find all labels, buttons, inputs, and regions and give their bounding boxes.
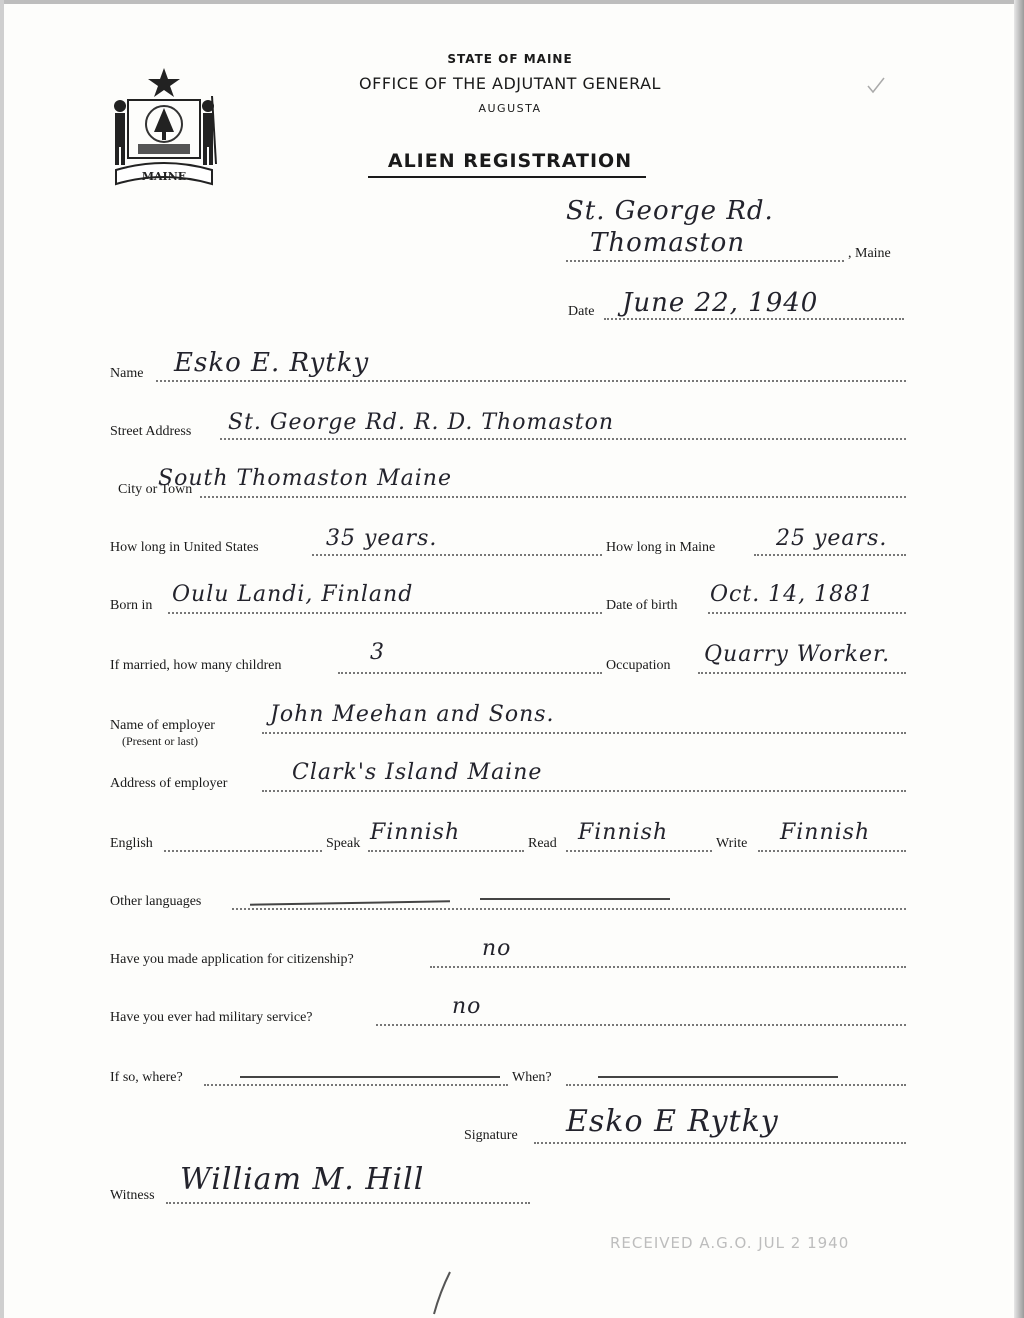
name-label: Name (110, 366, 144, 381)
date-of-birth-dotted-line (708, 612, 906, 614)
scan-edge-top (0, 0, 1024, 4)
citizenship-value-handwritten: no (482, 936, 512, 961)
years-us-dotted-line (312, 554, 602, 556)
date-of-birth-value-handwritten: Oct. 14, 1881 (710, 582, 875, 607)
signature-value-handwritten: Esko E Rytky (566, 1104, 779, 1139)
employer-value-handwritten: John Meehan and Sons. (270, 702, 555, 727)
city-value-handwritten: South Thomaston Maine (158, 466, 452, 491)
where-dash-mark (240, 1076, 500, 1078)
children-label: If married, how many children (110, 658, 282, 673)
citizenship-label: Have you made application for citizenship? (110, 952, 354, 967)
children-value-handwritten: 3 (370, 640, 385, 665)
other-languages-dash-mark-2 (480, 898, 670, 900)
years-us-label: How long in United States (110, 540, 259, 555)
employer-address-value-handwritten: Clark's Island Maine (292, 760, 543, 785)
date-value-handwritten: June 22, 1940 (622, 288, 819, 318)
title-underline (368, 176, 646, 178)
military-label: Have you ever had military service? (110, 1010, 313, 1025)
signature-label: Signature (464, 1128, 518, 1143)
employer-address-dotted-line (262, 790, 906, 792)
citizenship-dotted-line (430, 966, 906, 968)
name-value-handwritten: Esko E. Rytky (174, 348, 370, 378)
born-in-dotted-line (168, 612, 602, 614)
city-label: City or Town (118, 482, 193, 497)
employer-dotted-line (262, 732, 906, 734)
write-dotted-line (758, 850, 906, 852)
other-languages-label: Other languages (110, 894, 202, 909)
date-label: Date (568, 304, 595, 319)
street-address-label: Street Address (110, 424, 192, 439)
read-label: Read (528, 836, 557, 851)
where-label: If so, where? (110, 1070, 183, 1085)
name-dotted-line (156, 380, 906, 382)
military-dotted-line (376, 1024, 906, 1026)
years-maine-value-handwritten: 25 years. (776, 526, 888, 551)
read-value-handwritten: Finnish (578, 820, 669, 845)
street-address-value-handwritten: St. George Rd. R. D. Thomaston (228, 410, 614, 435)
when-dash-mark (598, 1076, 838, 1078)
occupation-label: Occupation (606, 658, 671, 673)
read-dotted-line (566, 850, 712, 852)
street-address-dotted-line (220, 438, 906, 440)
place-dotted-line (566, 260, 844, 262)
witness-value-handwritten: William M. Hill (180, 1162, 425, 1197)
military-value-handwritten: no (452, 994, 482, 1019)
when-label: When? (512, 1070, 552, 1085)
witness-label: Witness (110, 1188, 155, 1203)
header-state: STATE OF MAINE (447, 52, 573, 66)
header-office: OFFICE OF THE ADJUTANT GENERAL (359, 74, 661, 93)
children-dotted-line (338, 672, 602, 674)
signature-dotted-line (534, 1142, 906, 1144)
years-us-value-handwritten: 35 years. (326, 526, 438, 551)
other-languages-dotted-line (232, 908, 906, 910)
place-line1-handwritten: St. George Rd. (566, 196, 774, 226)
years-maine-dotted-line (754, 554, 906, 556)
date-of-birth-label: Date of birth (606, 598, 678, 613)
scan-edge-left (0, 0, 4, 1318)
pencil-mark-icon (420, 1268, 460, 1318)
occupation-dotted-line (698, 672, 906, 674)
place-line2-handwritten: Thomaston (590, 228, 746, 258)
witness-dotted-line (166, 1202, 530, 1204)
years-maine-label: How long in Maine (606, 540, 716, 555)
header-city: AUGUSTA (478, 102, 542, 115)
english-label: English (110, 836, 153, 851)
employer-label: Name of employer (110, 718, 215, 733)
occupation-value-handwritten: Quarry Worker. (704, 642, 891, 667)
svg-text:MAINE: MAINE (141, 170, 187, 183)
where-dotted-line (204, 1084, 508, 1086)
date-dotted-line (604, 318, 904, 320)
speak-value-handwritten: Finnish (370, 820, 461, 845)
check-mark-icon (864, 74, 888, 98)
employer-address-label: Address of employer (110, 776, 228, 791)
born-in-label: Born in (110, 598, 153, 613)
state-seal-icon (108, 66, 220, 190)
when-dotted-line (566, 1084, 906, 1086)
write-value-handwritten: Finnish (780, 820, 871, 845)
form-title: ALIEN REGISTRATION (387, 150, 633, 172)
english-dotted-line (164, 850, 322, 852)
received-stamp: RECEIVED A.G.O. JUL 2 1940 (610, 1234, 850, 1252)
born-in-value-handwritten: Oulu Landi, Finland (172, 582, 414, 607)
scan-edge-right (1014, 0, 1024, 1318)
other-languages-dash-mark (250, 900, 450, 905)
place-state-label: , Maine (848, 246, 891, 261)
city-dotted-line (200, 496, 906, 498)
write-label: Write (716, 836, 748, 851)
speak-label: Speak (326, 836, 361, 851)
employer-sublabel: (Present or last) (122, 734, 198, 748)
speak-dotted-line (368, 850, 524, 852)
